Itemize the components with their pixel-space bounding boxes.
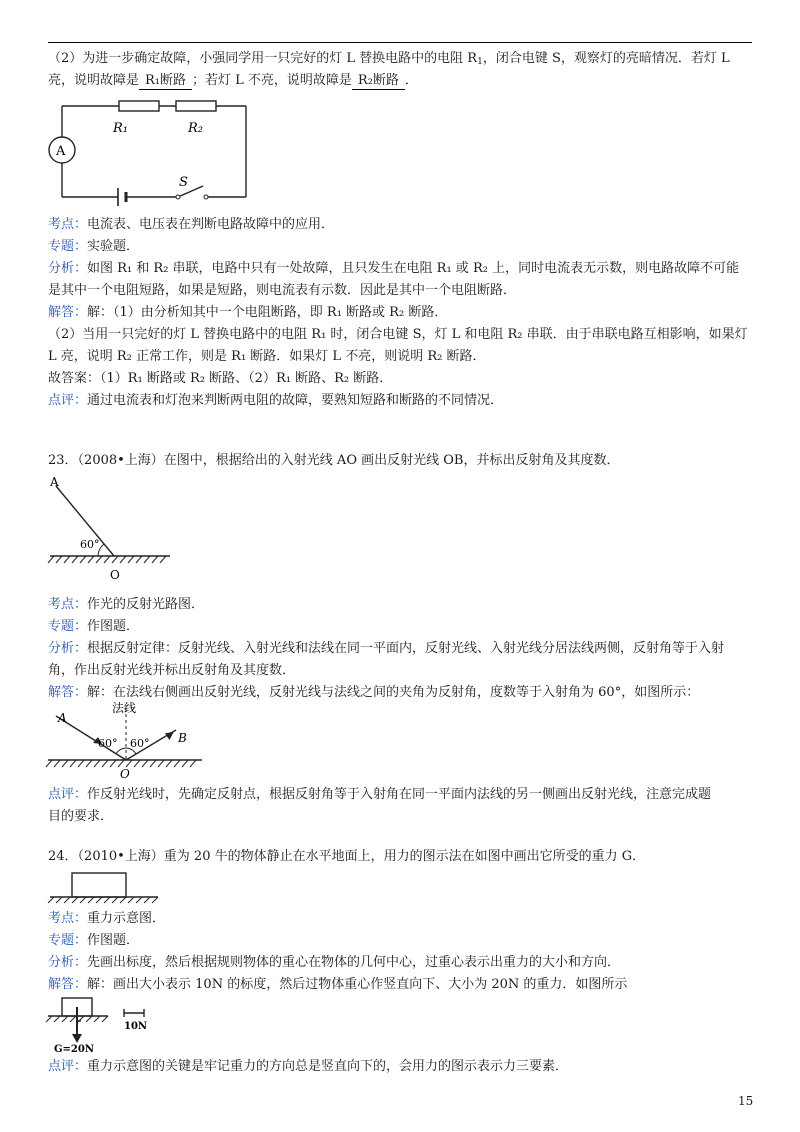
answer-blank-2: R₂断路 [352,73,405,90]
point-a-label: A [50,475,59,489]
scale-label: 10N [124,1021,148,1032]
q23-comment: 点评：作反射光线时，先确定反射点，根据反射角等于入射角在同一平面内法线的另一侧画出反射光线，注意完成题 目的要求． [48,787,712,824]
q22-part2-text: （2）为进一步确定故障，小强同学用一只完好的灯 L 替换电路中的电阻 $R_1$，闭合电键 S，观察灯的亮暗情况．若灯 L 亮，说明故障是 R₁断路 ；若灯 L 不亮，说明故障是 R₂断路 ． [48,51,730,88]
q24-figure-block [46,870,166,904]
r1-label: R₁ [113,121,128,136]
q24-comment: 点评：重力示意图的关键是牢记重力的方向总是竖直向下的，会用力的图示表示力三要素． [48,1059,569,1074]
q23-figure-incident [46,474,176,586]
header-rule [48,42,752,43]
point-b-label: B [178,731,187,745]
angle-right-label: 60° [130,737,150,750]
q24-figure-gravity [46,996,166,1054]
angle-60-label: 60° [80,538,100,551]
reflect-point-a-label: A [58,711,67,725]
gravity-label: G=20N [54,1044,94,1055]
page-number: 15 [738,1094,754,1108]
q23-figure-reflection [46,702,206,782]
q23-analysis: 考点：作光的反射光路图． 专题：作图题． 分析：根据反射定律：反射光线、入射光线和法线在同一平面内，反射光线、入射光线分居法线两侧，反射角等于入射 角，作出反射光线并标出反射角及其度数． 解答：解：在法线右侧画出反射光线，反射光线与法线之间的夹角为反射角，度数等于入射角为 60°，如图所示： [48,597,725,700]
point-o-label: O [110,568,120,582]
q24-analysis: 考点：重力示意图． 专题：作图题． 分析：先画出标度，然后根据规则物体的重心在物体的几何中心，过重心表示出重力的大小和方向． 解答：解：画出大小表示 10N 的标度，然后过物体重心作竖直向下、大小为 20N 的重力．如图所示 [48,911,628,992]
reflect-point-o-label: O [120,767,130,781]
ammeter-label: A [56,144,66,159]
q22-analysis: 考点：电流表、电压表在判断电路故障中的应用． 专题：实验题． 分析：如图 R₁ 和 R₂ 串联，电路中只有一处故障，且只发生在电阻 R₁ 或 R₂ 上，同时电流表无示数，则电路故障不可能 是其中一个电阻短路，如果是短路，则电流表有示数．因此是其中一个电阻断路． 解答：解：（1）由分析知其中一个电阻断路，即 R₁ 断路或 R₂ 断路． （2）当用一只完好的灯 L 替换电路中的电阻 R₁ 时，闭合电键 S，灯 L 和电阻 R₂ 串联．由于串联电路互相影响，如果灯 L 亮，说明 R₂ 正常工作，则是 R₁ 断路．如果灯 L 不亮，则说明 R₂ 断路． 故答案：（1）R₁ 断路或 R₂ 断路、（2）R₁ 断路、R₂ 断路． 点评：通过电流表和灯泡来判断两电阻的故障，要熟知短路和断路的不同情况． [48,217,748,408]
switch-label: S [179,175,188,190]
angle-left-label: 60° [98,737,118,750]
normal-label: 法线 [112,701,137,715]
circuit-diagram [46,100,256,205]
r2-label: R₂ [188,121,203,136]
answer-blank-1: R₁断路 [139,73,192,90]
q23-title: 23．（2008•上海）在图中，根据给出的入射光线 AO 画出反射光线 OB，并标出反射角及其度数． [48,453,620,468]
q24-title: 24．（2010•上海）重为 20 牛的物体静止在水平地面上，用力的图示法在如图中画出它所受的重力 G． [48,849,646,864]
